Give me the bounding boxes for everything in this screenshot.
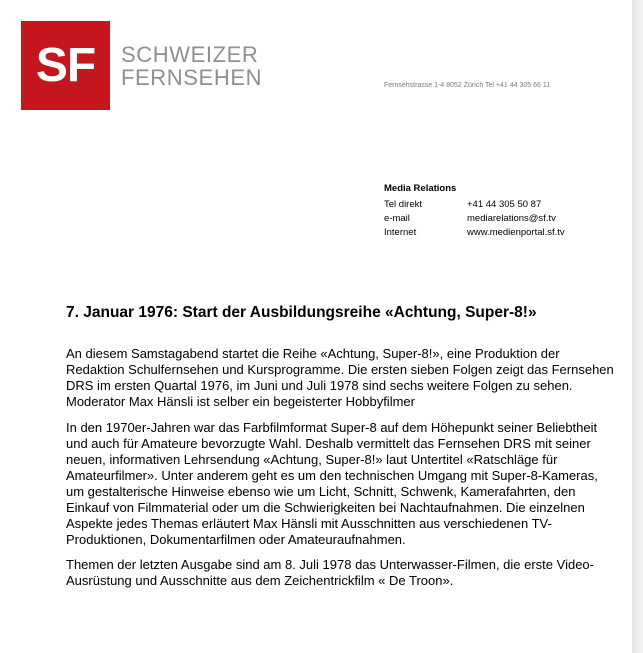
contact-block [384, 182, 565, 240]
contact-value: +41 44 305 50 87 [467, 199, 542, 210]
contact-row-phone [384, 198, 565, 212]
sf-logo [21, 21, 110, 110]
page-edge-shadow [632, 0, 643, 653]
contact-row-internet [384, 226, 565, 240]
article-title: 7. Januar 1976: Start der Ausbildungsreihe «Achtung, Super-8!» [66, 304, 537, 321]
contact-heading: Media Relations [384, 183, 457, 194]
article-paragraph: Themen der letzten Ausgabe sind am 8. Juli 1978 das Unterwasser-Filmen, die erste Video-Ausrüstung und Ausschnitte aus dem Zeichentrickfilm « De Troon». [66, 557, 594, 588]
article-paragraph: An diesem Samstagabend startet die Reihe «Achtung, Super-8!», eine Produktion der Redaktion Schulfernsehen und Kursprogramme. Die ersten sieben Folgen zeigt das Fernsehen DRS im ersten Quartal 1976, im Juni und Juli 1978 sind sechs weitere Folgen zu sehen. Moderator Max Hänsli ist selber ein begeisterter Hobbyfilmer [66, 346, 614, 409]
contact-label: Tel direkt [384, 199, 423, 210]
logo-mark: SF [35, 38, 96, 92]
article-paragraph: In den 1970er-Jahren war das Farbfilmformat Super-8 auf dem Höhepunkt seiner Beliebtheit und auch für Amateure bevorzugte Wahl. Deshalb vermittelt das Fernsehen DRS mit seiner neuen, informativen Lehrsendung «Achtung, Super-8!» laut Untertitel «Ratschläge für Amateurfilmer». Unter anderem geht es um den technischen Umgang mit Super-8-Kameras, um gestalterische Hinweise ebenso wie um Licht, Schnitt, Schwenk, Kamerafahrten, den Einkauf von Filmmaterial oder um die Schwierigkeiten bei Nachtaufnahmen. Die einzelnen Aspekte jedes Themas erläutert Max Hänsli mit Ausschnitten aus verschiedenen TV-Produktionen, Dokumentarfilmen oder Amateuraufnahmen. [66, 420, 598, 547]
logo-name-line2: FERNSEHEN [121, 65, 263, 90]
contact-label: e-mail [384, 213, 410, 224]
sender-address: Fernsehstrasse 1-4 8052 Zürich Tel +41 44 305 66 11 [384, 82, 551, 89]
contact-label: Internet [384, 227, 417, 238]
logo-wordmark [121, 43, 262, 89]
contact-value[interactable]: mediarelations@sf.tv [467, 213, 556, 224]
contact-row-email [384, 212, 565, 226]
logo-name-line1: SCHWEIZER [121, 42, 259, 67]
contact-value[interactable]: www.medienportal.sf.tv [467, 227, 565, 238]
